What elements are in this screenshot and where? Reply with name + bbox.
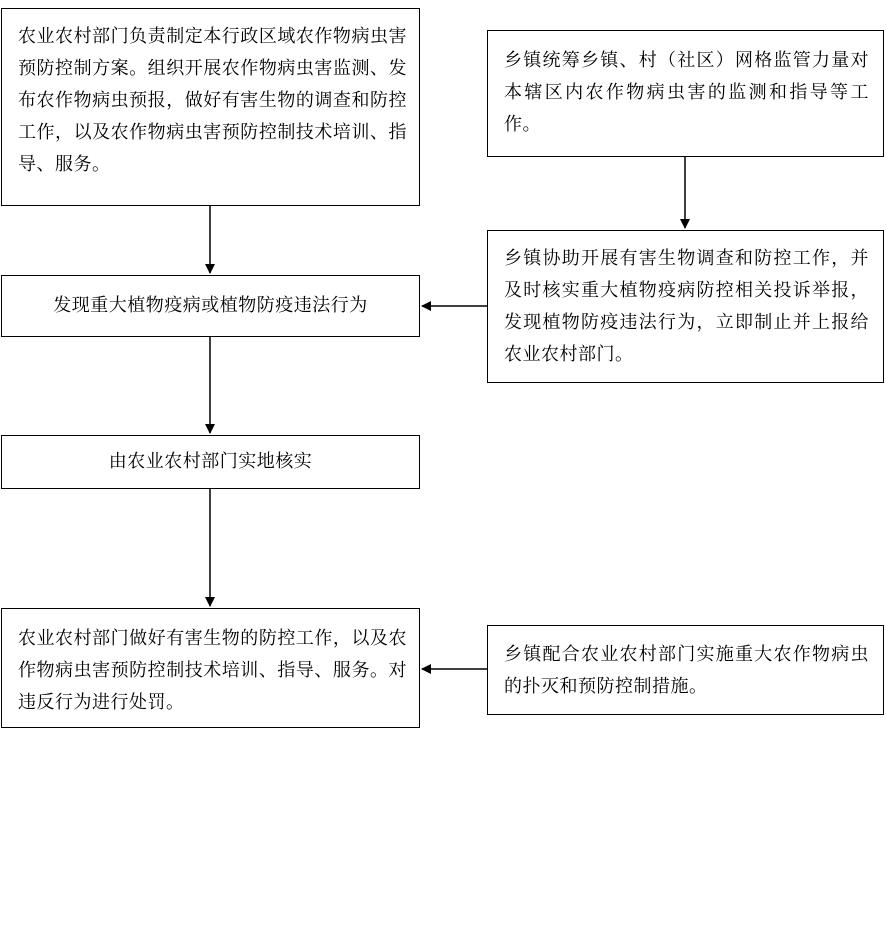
town-grid-supervision-box [487, 30, 884, 157]
discover-violation-box [1, 275, 420, 337]
onsite-verification-box [1, 435, 420, 489]
discover-violation-text: 发现重大植物疫病或植物防疫违法行为 [53, 295, 368, 316]
town-grid-supervision-text: 乡镇统筹乡镇、村（社区）网格监管力量对本辖区内农作物病虫害的监测和指导等工作。 [504, 50, 869, 135]
onsite-verification-text: 由农业农村部门实地核实 [108, 451, 313, 472]
town-cooperate-box [487, 625, 884, 715]
town-assist-box [487, 230, 884, 383]
county-plan-box [1, 8, 420, 206]
town-cooperate-text: 乡镇配合农业农村部门实施重大农作物病虫的扑灭和预防控制措施。 [504, 644, 869, 697]
county-control-text: 农业农村部门做好有害生物的防控工作，以及农作物病虫害预防控制技术培训、指导、服务。对违反行为进行处罚。 [18, 628, 407, 713]
county-plan-text: 农业农村部门负责制定本行政区域农作物病虫害预防控制方案。组织开展农作物病虫害监测、发布农作物病虫预报，做好有害生物的调查和防控工作，以及农作物病虫害预防控制技术培训、指导、服务。 [18, 26, 407, 175]
town-assist-text: 乡镇协助开展有害生物调查和防控工作，并及时核实重大植物疫病防控相关投诉举报，发现植物防疫违法行为，立即制止并上报给农业农村部门。 [504, 248, 869, 365]
county-control-box [1, 608, 420, 728]
